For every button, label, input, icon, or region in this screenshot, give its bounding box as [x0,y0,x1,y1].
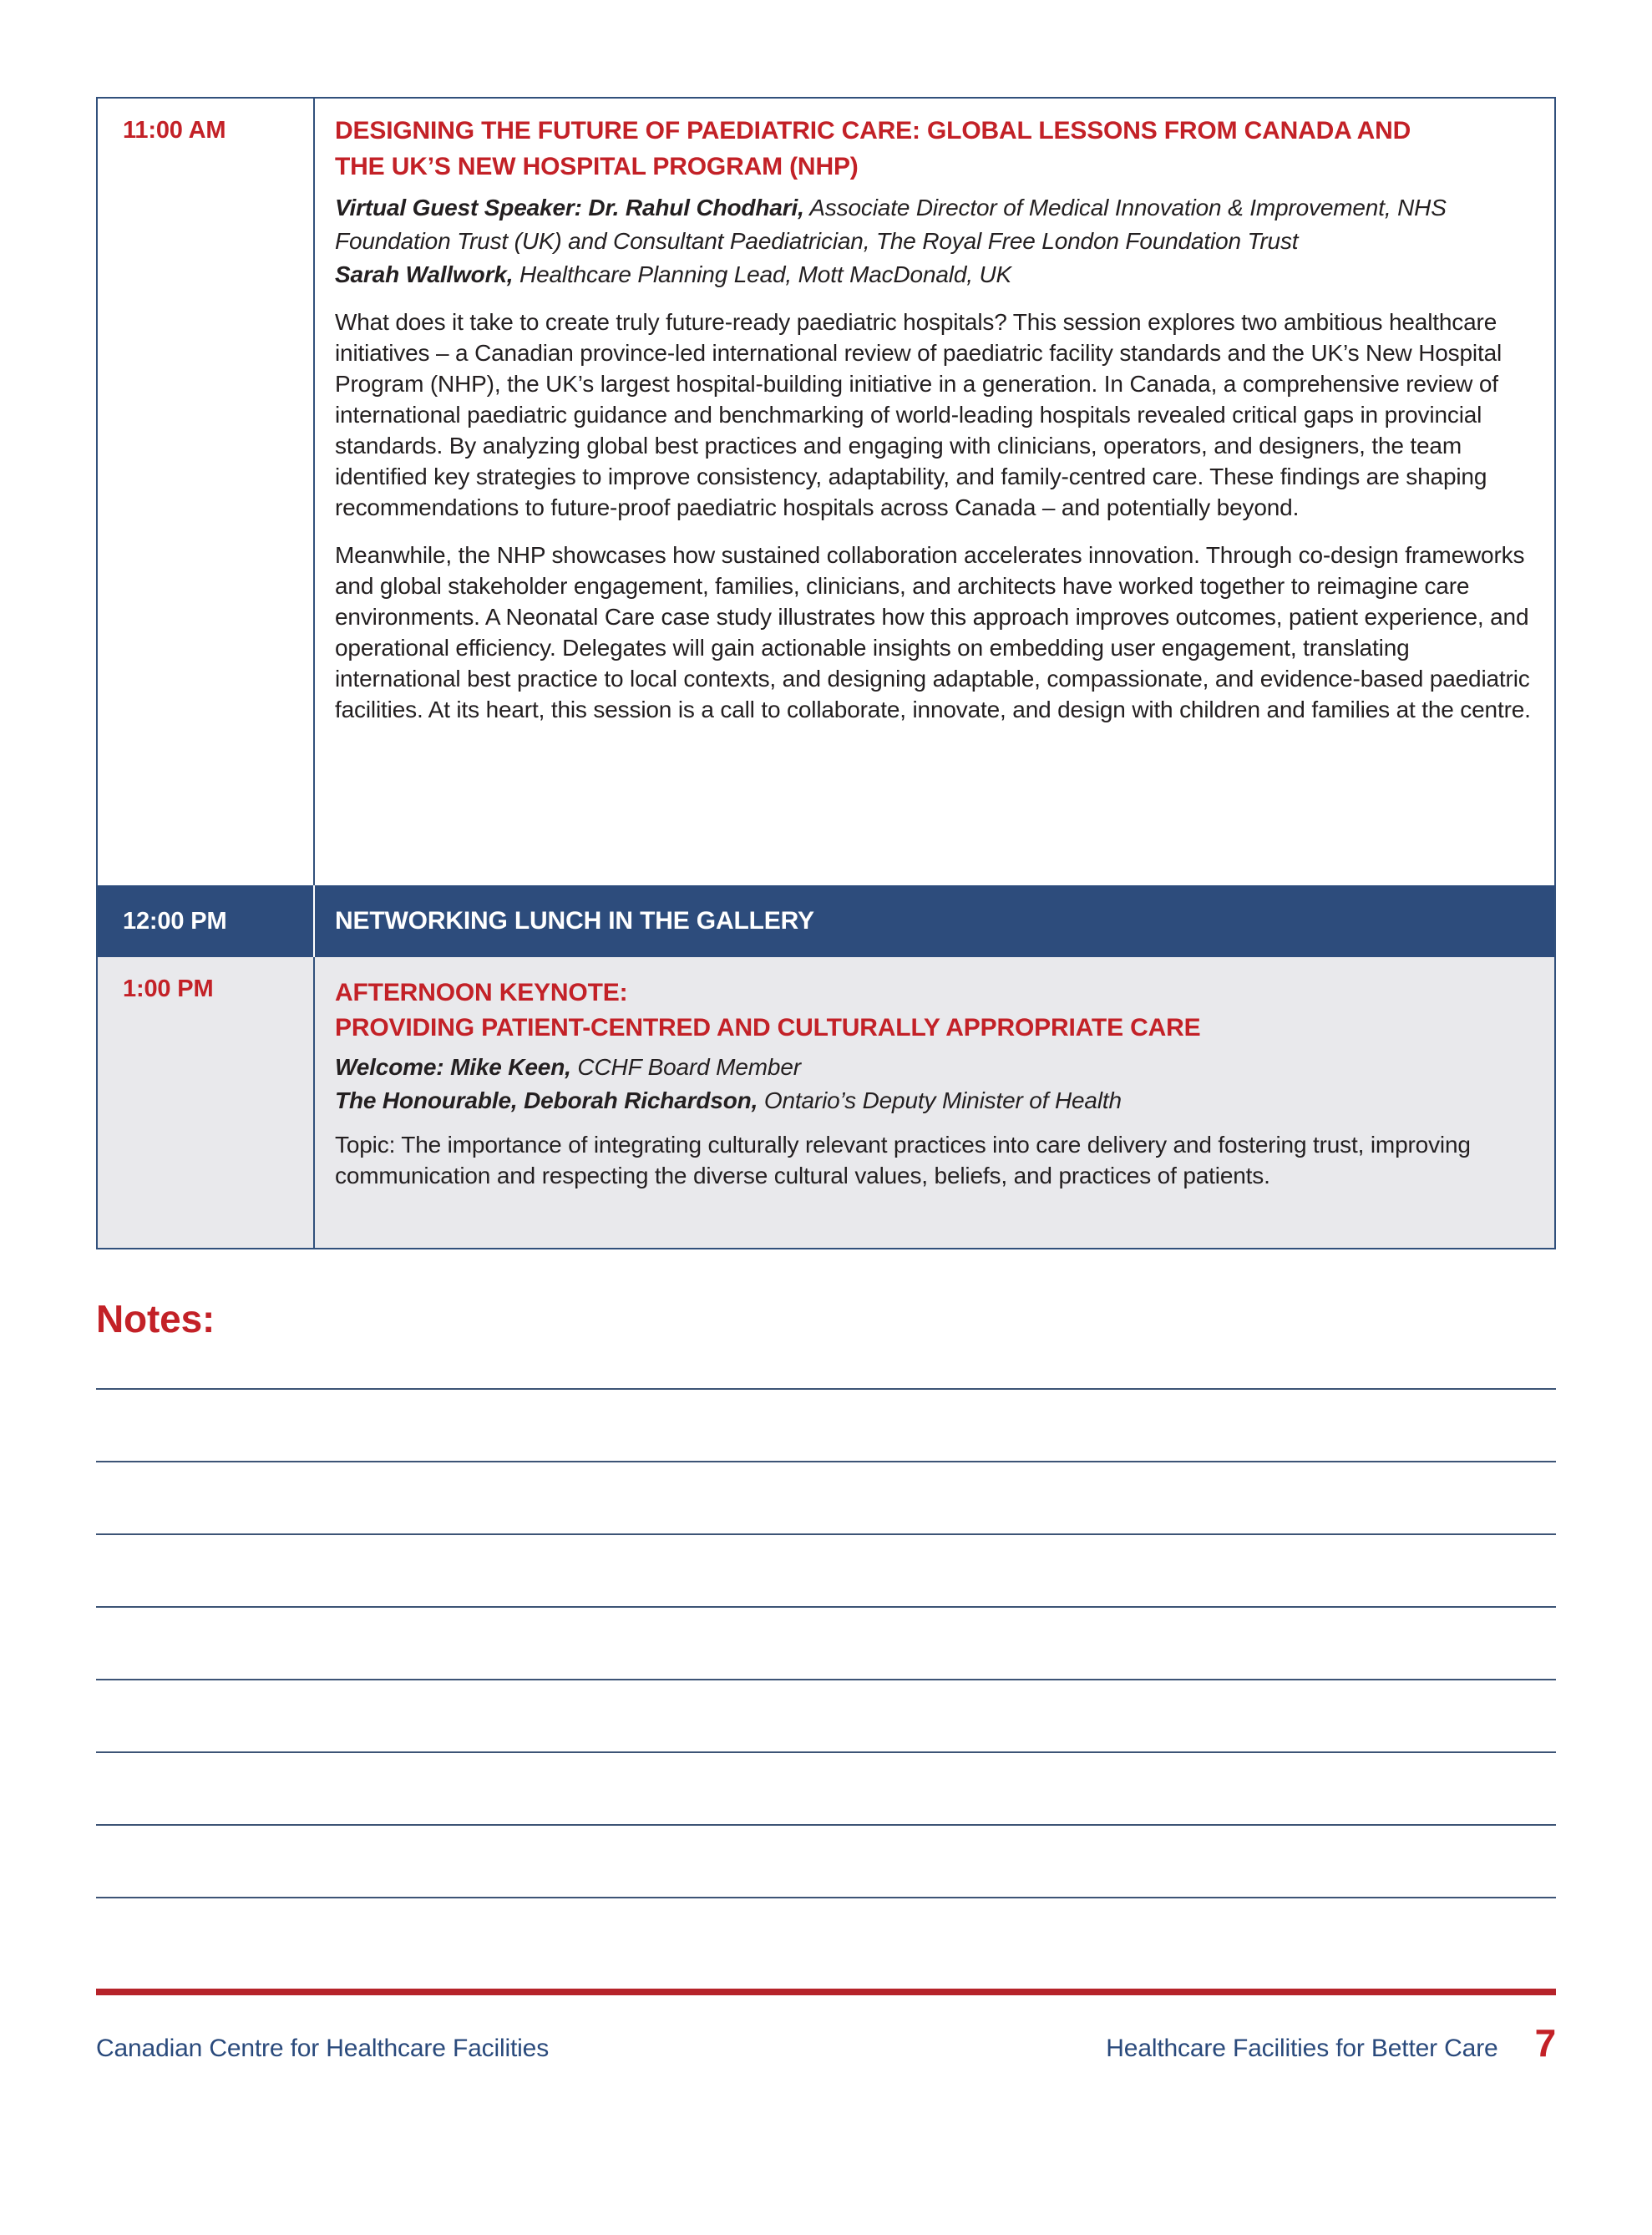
session-title [335,113,1531,185]
keynote-time: 1:00 PM [98,957,315,1248]
speaker-line [335,258,1531,291]
speaker-role: Associate Director of Medical Innovation & Improvement, NHS Foundation Trust (UK) and Consultant Paediatrician, The Royal Free London Foundation Trust [335,195,1447,254]
session-time: 11:00 AM [98,99,315,885]
keynote-heading-line-2: PROVIDING PATIENT-CENTRED AND CULTURALLY APPROPRIATE CARE [335,1014,1201,1041]
notes-lines [96,1350,1556,1898]
footer-left-text: Canadian Centre for Healthcare Facilities [96,2035,550,2062]
session-speakers [335,191,1531,291]
session-row-11am [98,99,1554,885]
note-line [96,1390,1556,1462]
note-line [96,1680,1556,1753]
note-line [96,1753,1556,1826]
speaker-line [335,191,1531,258]
lunch-title: NETWORKING LUNCH IN THE GALLERY [335,907,814,935]
lunch-time: 12:00 PM [98,885,315,957]
schedule-table [96,97,1556,1249]
speaker-role: Ontario’s Deputy Minister of Health [758,1087,1122,1113]
note-line [96,1462,1556,1535]
session-title-line-1: DESIGNING THE FUTURE OF PAEDIATRIC CARE: GLOBAL LESSONS FROM CANADA AND [335,117,1411,144]
speaker-name: Virtual Guest Speaker: Dr. Rahul Chodhari, [335,195,804,220]
speaker-line [335,1051,1531,1084]
footer-rule [96,1989,1556,1995]
page-content [96,97,1556,2065]
note-line [96,1826,1556,1898]
lunch-details [315,885,1554,957]
session-details [315,99,1554,885]
note-line [96,1350,1556,1390]
notes-heading: Notes: [96,1297,215,1340]
note-line [96,1608,1556,1680]
keynote-row-1pm [98,957,1554,1248]
keynote-heading [335,976,1531,1046]
speaker-name: Welcome: Mike Keen, [335,1054,571,1080]
footer-right-text: Healthcare Facilities for Better Care [1106,2035,1498,2062]
footer [96,2020,1556,2065]
session-paragraph: Meanwhile, the NHP showcases how sustained collaboration accelerates innovation. Through co-design frameworks and global stakeholder engagement, families, clinicians, and architects have worked together to reimagine care environments. A Neonatal Care case study illustrates how this approach improves outcomes, patient experience, and operational efficiency. Delegates will gain actionable insights on embedding user engagement, translating international best practice to local contexts, and designing adaptable, compassionate, and evidence-based paediatric facilities. At its heart, this session is a call to collaborate, innovate, and design with children and families at the centre. [335,542,1531,722]
keynote-topic: Topic: The importance of integrating culturally relevant practices into care delivery and fostering trust, improving communication and respecting the diverse cultural values, beliefs, and practices of patients. [335,1132,1471,1188]
note-line [96,1535,1556,1608]
speaker-name: Sarah Wallwork, [335,261,514,287]
keynote-details [315,957,1554,1248]
session-paragraph: What does it take to create truly future-ready paediatric hospitals? This session explores two ambitious healthcare initiatives – a Canadian province-led international review of paediatric facility standards and the UK’s New Hospital Program (NHP), the UK’s largest hospital-building initiative in a generation. In Canada, a comprehensive review of international paediatric guidance and benchmarking of world-leading hospitals revealed critical gaps in provincial standards. By analyzing global best practices and engaging with clinicians, operators, and designers, the team identified key strategies to improve consistency, adaptability, and family-centred care. These findings are shaping recommendations to future-proof paediatric hospitals across Canada – and potentially beyond. [335,309,1503,520]
speaker-line [335,1084,1531,1118]
keynote-heading-line-1: AFTERNOON KEYNOTE: [335,979,628,1006]
lunch-row-12pm [98,885,1554,957]
session-title-line-2: THE UK’S NEW HOSPITAL PROGRAM (NHP) [335,153,859,180]
speaker-role: CCHF Board Member [570,1054,801,1080]
page-number: 7 [1534,2021,1556,2065]
speaker-name: The Honourable, Deborah Richardson, [335,1087,758,1113]
speaker-role: Healthcare Planning Lead, Mott MacDonald, UK [513,261,1012,287]
keynote-speakers [335,1051,1531,1118]
